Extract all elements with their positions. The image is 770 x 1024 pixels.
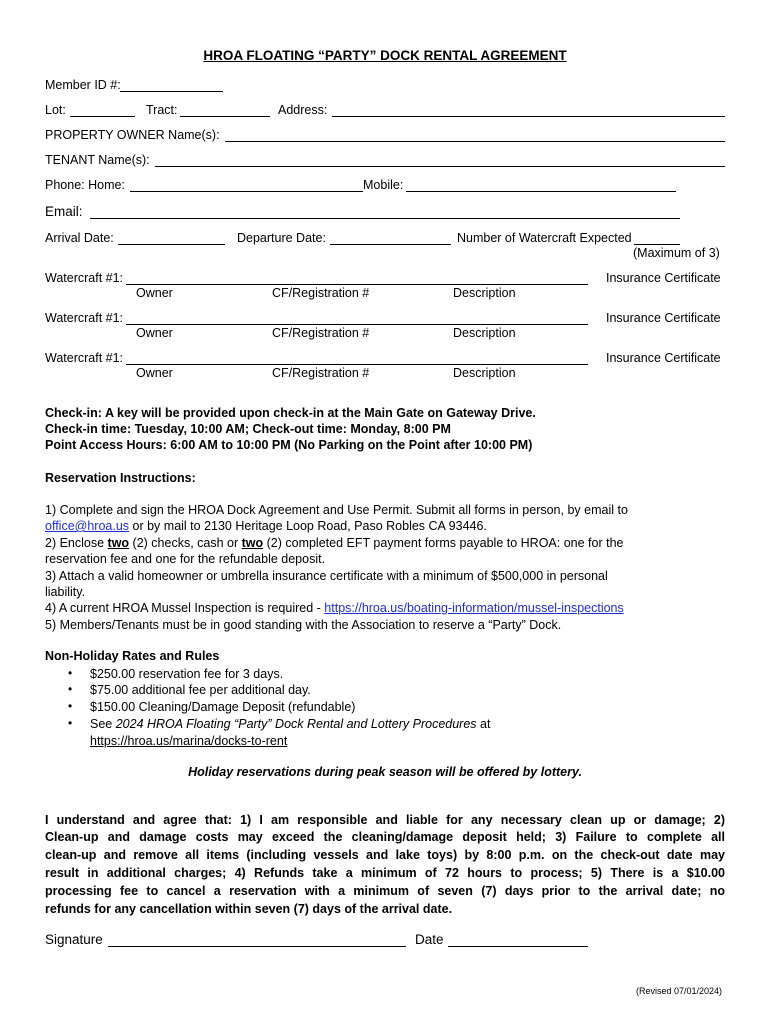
departure-date-field[interactable] <box>330 244 451 245</box>
instruction-3-cont: liability. <box>45 585 86 599</box>
member-id-label: Member ID #: <box>45 78 121 92</box>
lot-field[interactable] <box>70 116 135 117</box>
date-label: Date <box>415 932 444 947</box>
owner-caption: Owner <box>136 286 173 300</box>
watercraft-3-field[interactable] <box>126 364 588 365</box>
description-caption: Description <box>453 286 516 300</box>
rate-item: See 2024 HROA Floating “Party” Dock Rental and Lottery Procedures at <box>90 717 491 731</box>
agreement-line: Clean-up and damage costs may exceed the cleaning/damage deposit held; 3) Failure to complete all <box>45 830 725 844</box>
lot-label: Lot: <box>45 103 66 117</box>
bullet-icon: • <box>68 716 73 730</box>
arrival-date-field[interactable] <box>118 244 225 245</box>
bullet-icon: • <box>68 699 73 713</box>
address-field[interactable] <box>332 116 725 117</box>
watercraft-1-label: Watercraft #1: <box>45 271 124 285</box>
watercraft-2-field[interactable] <box>126 324 588 325</box>
address-label: Address: <box>278 103 328 117</box>
bullet-icon: • <box>68 666 73 680</box>
tract-field[interactable] <box>180 116 270 117</box>
description-caption: Description <box>453 326 516 340</box>
point-access-hours: Point Access Hours: 6:00 AM to 10:00 PM (No Parking on the Point after 10:00 PM) <box>45 438 533 452</box>
tract-label: Tract: <box>146 103 178 117</box>
description-caption: Description <box>453 366 516 380</box>
instructions-heading: Reservation Instructions: <box>45 471 196 485</box>
instruction-3: 3) Attach a valid homeowner or umbrella insurance certificate with a minimum of $500,000 in personal <box>45 569 608 583</box>
watercraft-3-label: Watercraft #1: <box>45 351 124 365</box>
tenant-field[interactable] <box>155 166 725 167</box>
agreement-line: refunds for any cancellation within seven (7) days of the arrival date. <box>45 902 453 916</box>
rates-heading: Non-Holiday Rates and Rules <box>45 649 220 663</box>
checkin-line: Check-in: A key will be provided upon check-in at the Main Gate on Gateway Drive. <box>45 406 536 420</box>
tenant-label: TENANT Name(s): <box>45 153 150 167</box>
checkin-times: Check-in time: Tuesday, 10:00 AM; Check-out time: Monday, 8:00 PM <box>45 422 451 436</box>
docks-link-line <box>90 733 287 750</box>
revision-note: (Revised 07/01/2024) <box>636 986 723 996</box>
email-field[interactable] <box>90 218 680 219</box>
instruction-1-cont: office@hroa.us or by mail to 2130 Heritage Loop Road, Paso Robles CA 93446. <box>45 519 487 533</box>
mussel-inspection-link[interactable]: https://hroa.us/boating-information/mussel-inspections <box>324 601 624 615</box>
owner-caption: Owner <box>136 326 173 340</box>
departure-date-label: Departure Date: <box>237 231 326 245</box>
signature-label: Signature <box>45 932 103 947</box>
arrival-date-label: Arrival Date: <box>45 231 114 245</box>
instruction-5: 5) Members/Tenants must be in good standing with the Association to reserve a “Party” Dock. <box>45 618 562 632</box>
maximum-note: (Maximum of 3) <box>633 246 720 260</box>
property-owner-field[interactable] <box>225 141 725 142</box>
instruction-2: 2) Enclose two (2) checks, cash or two (2) completed EFT payment forms payable to HROA: one for the <box>45 536 624 550</box>
instruction-1: 1) Complete and sign the HROA Dock Agreement and Use Permit. Submit all forms in person, by email to <box>45 503 628 517</box>
instruction-2-cont: reservation fee and one for the refundable deposit. <box>45 552 326 566</box>
mobile-field[interactable] <box>406 191 676 192</box>
registration-caption: CF/Registration # <box>272 366 370 380</box>
rate-item: $250.00 reservation fee for 3 days. <box>90 667 284 681</box>
phone-home-field[interactable] <box>130 191 363 192</box>
holiday-note: Holiday reservations during peak season will be offered by lottery. <box>188 765 582 779</box>
member-id-field[interactable] <box>120 91 223 92</box>
page-title: HROA FLOATING “PARTY” DOCK RENTAL AGREEMENT <box>203 48 567 63</box>
rate-item: $150.00 Cleaning/Damage Deposit (refundable) <box>90 700 356 714</box>
signature-field[interactable] <box>108 946 406 947</box>
mobile-label: Mobile: <box>363 178 404 192</box>
property-owner-label: PROPERTY OWNER Name(s): <box>45 128 220 142</box>
date-field[interactable] <box>448 946 588 947</box>
agreement-line: clean-up and remove all items (including vessels and lake toys) by 8:00 p.m. on the check-out date may <box>45 848 725 862</box>
watercraft-expected-label: Number of Watercraft Expected <box>457 231 632 245</box>
insurance-certificate-label: Insurance Certificate <box>606 271 721 285</box>
email-label: Email: <box>45 204 83 219</box>
registration-caption: CF/Registration # <box>272 326 370 340</box>
rate-item: $75.00 additional fee per additional day. <box>90 683 311 697</box>
watercraft-2-label: Watercraft #1: <box>45 311 124 325</box>
watercraft-expected-field[interactable] <box>634 244 680 245</box>
agreement-line: I understand and agree that: 1) I am responsible and liable for any necessary clean up or damage; 2) <box>45 813 725 827</box>
bullet-icon: • <box>68 682 73 696</box>
registration-caption: CF/Registration # <box>272 286 370 300</box>
insurance-certificate-label: Insurance Certificate <box>606 311 721 325</box>
owner-caption: Owner <box>136 366 173 380</box>
insurance-certificate-label: Insurance Certificate <box>606 351 721 365</box>
docks-to-rent-link[interactable]: https://hroa.us/marina/docks-to-rent <box>90 734 288 748</box>
watercraft-1-field[interactable] <box>126 284 588 285</box>
agreement-line: processing fee to cancel a reservation with a minimum of seven (7) days prior to the arrival date; no <box>45 884 725 898</box>
email-link[interactable]: office@hroa.us <box>45 519 130 533</box>
agreement-line: result in additional charges; 4) Refunds take a minimum of 72 hours to process; 5) There is a $10.00 <box>45 866 725 880</box>
instruction-4: 4) A current HROA Mussel Inspection is required - https://hroa.us/boating-information/mussel-inspections <box>45 601 624 615</box>
phone-home-label: Phone: Home: <box>45 178 125 192</box>
